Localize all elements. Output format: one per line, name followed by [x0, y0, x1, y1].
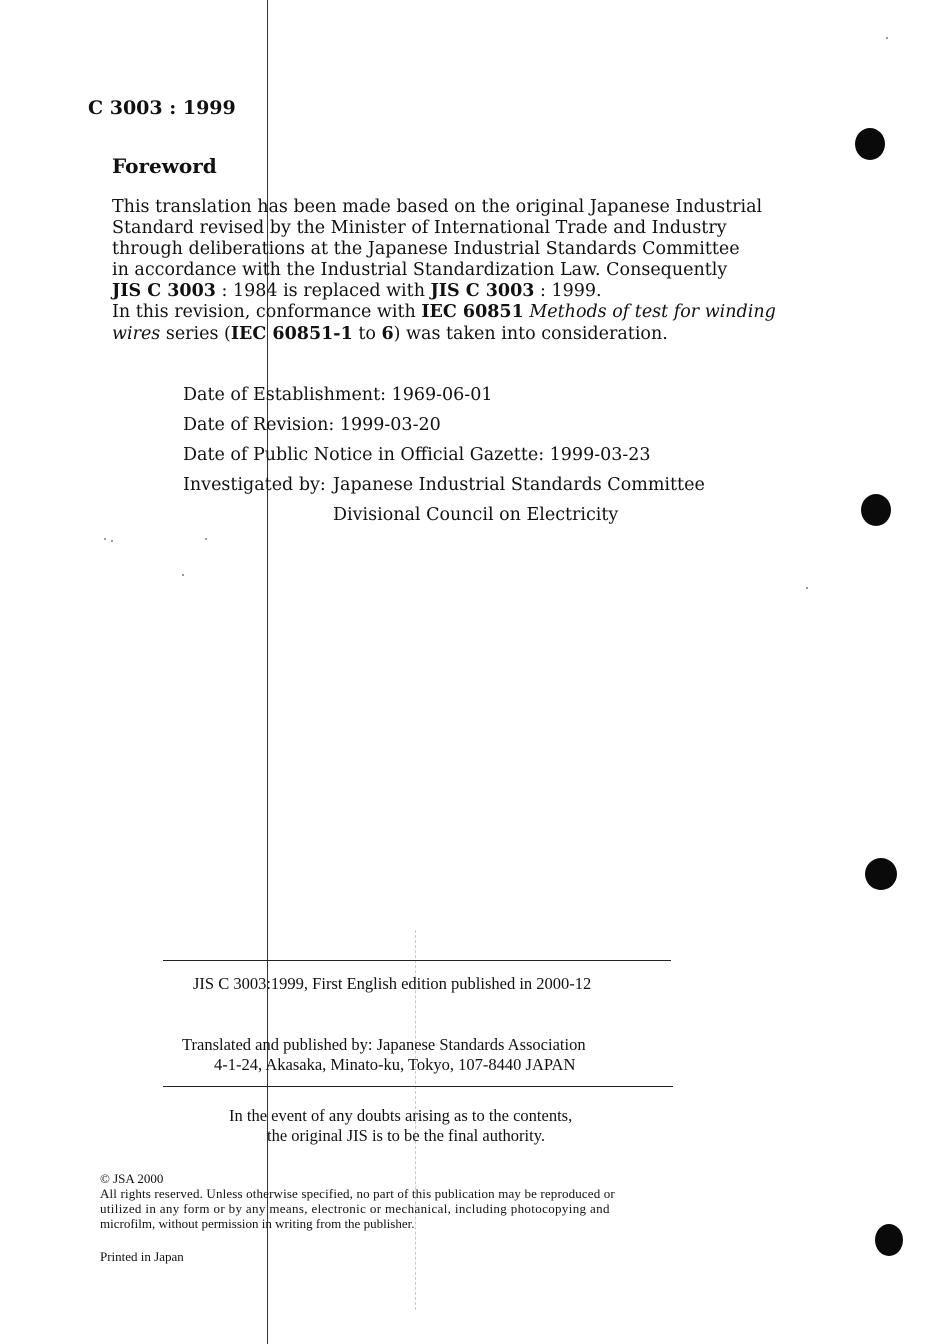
new-year: : 1999.	[534, 281, 602, 301]
foreword-title: Foreword	[112, 154, 217, 178]
new-standard: JIS C 3003	[430, 281, 535, 301]
revision-suffix: ) was taken into consideration.	[393, 324, 668, 344]
scan-speck	[111, 540, 113, 542]
printed-in: Printed in Japan	[100, 1249, 184, 1264]
punch-hole	[865, 858, 897, 890]
edition-line: JIS C 3003:1999, First English edition published in 2000-12	[193, 974, 592, 993]
foreword-line: in accordance with the Industrial Standardization Law. Consequently	[112, 260, 728, 280]
investigator-council: Divisional Council on Electricity	[333, 505, 619, 525]
foreword-line: Standard revised by the Minister of International Trade and Industry	[112, 218, 727, 238]
date-establishment: Date of Establishment: 1969-06-01	[183, 385, 493, 405]
scan-speck	[104, 538, 106, 540]
scan-speck	[205, 538, 207, 540]
divider-top	[163, 960, 671, 961]
punch-hole	[875, 1224, 903, 1256]
to-text: to	[352, 324, 382, 344]
punch-hole	[861, 494, 891, 526]
copyright-line: microfilm, without permission in writing from the publisher.	[100, 1216, 415, 1231]
series-text: series (	[160, 324, 231, 344]
scan-speck	[806, 587, 808, 589]
replaced-year: : 1984	[215, 281, 278, 301]
publisher-address: 4-1-24, Akasaka, Minato-ku, Tokyo, 107-8440 JAPAN	[214, 1055, 576, 1074]
copyright-line: All rights reserved. Unless otherwise specified, no part of this publication may be reproduced or	[100, 1186, 615, 1201]
foreword-line: through deliberations at the Japanese Industrial Standards Committee	[112, 239, 740, 259]
foreword-line: This translation has been made based on the original Japanese Industrial	[112, 197, 763, 217]
revision-prefix: In this revision, conformance with	[112, 302, 422, 322]
iec-title: Methods of test for winding	[523, 302, 776, 322]
copyright-notice: © JSA 2000	[100, 1171, 164, 1186]
authority-line-2: the original JIS is to be the final authority.	[267, 1126, 546, 1145]
publisher-line: Translated and published by: Japanese Standards Association	[182, 1035, 586, 1054]
date-revision: Date of Revision: 1999-03-20	[183, 415, 441, 435]
scan-speck	[182, 574, 184, 576]
iec-parts: IEC 60851-1	[230, 324, 353, 344]
investigator-committee: Japanese Industrial Standards Committee	[333, 475, 705, 495]
replacement-statement	[112, 281, 602, 302]
divider-bottom	[163, 1086, 673, 1087]
revision-statement	[112, 302, 776, 323]
copyright-line: utilized in any form or by any means, electronic or mechanical, including photocopying and	[100, 1201, 610, 1216]
iec-title-cont: wires	[112, 324, 161, 344]
authority-line-1: In the event of any doubts arising as to the contents,	[229, 1106, 573, 1125]
punch-hole	[855, 128, 885, 160]
replaced-mid-text: is replaced with	[277, 281, 431, 301]
investigated-label: Investigated by:	[183, 475, 326, 495]
revision-statement-cont	[112, 324, 668, 345]
scan-speck	[886, 37, 888, 39]
date-public-notice: Date of Public Notice in Official Gazette: 1999-03-23	[183, 445, 651, 465]
standard-number: C 3003 : 1999	[88, 97, 236, 119]
iec-standard: IEC 60851	[421, 302, 524, 322]
replaced-standard: JIS C 3003	[112, 281, 216, 301]
iec-part-six: 6	[381, 324, 394, 344]
